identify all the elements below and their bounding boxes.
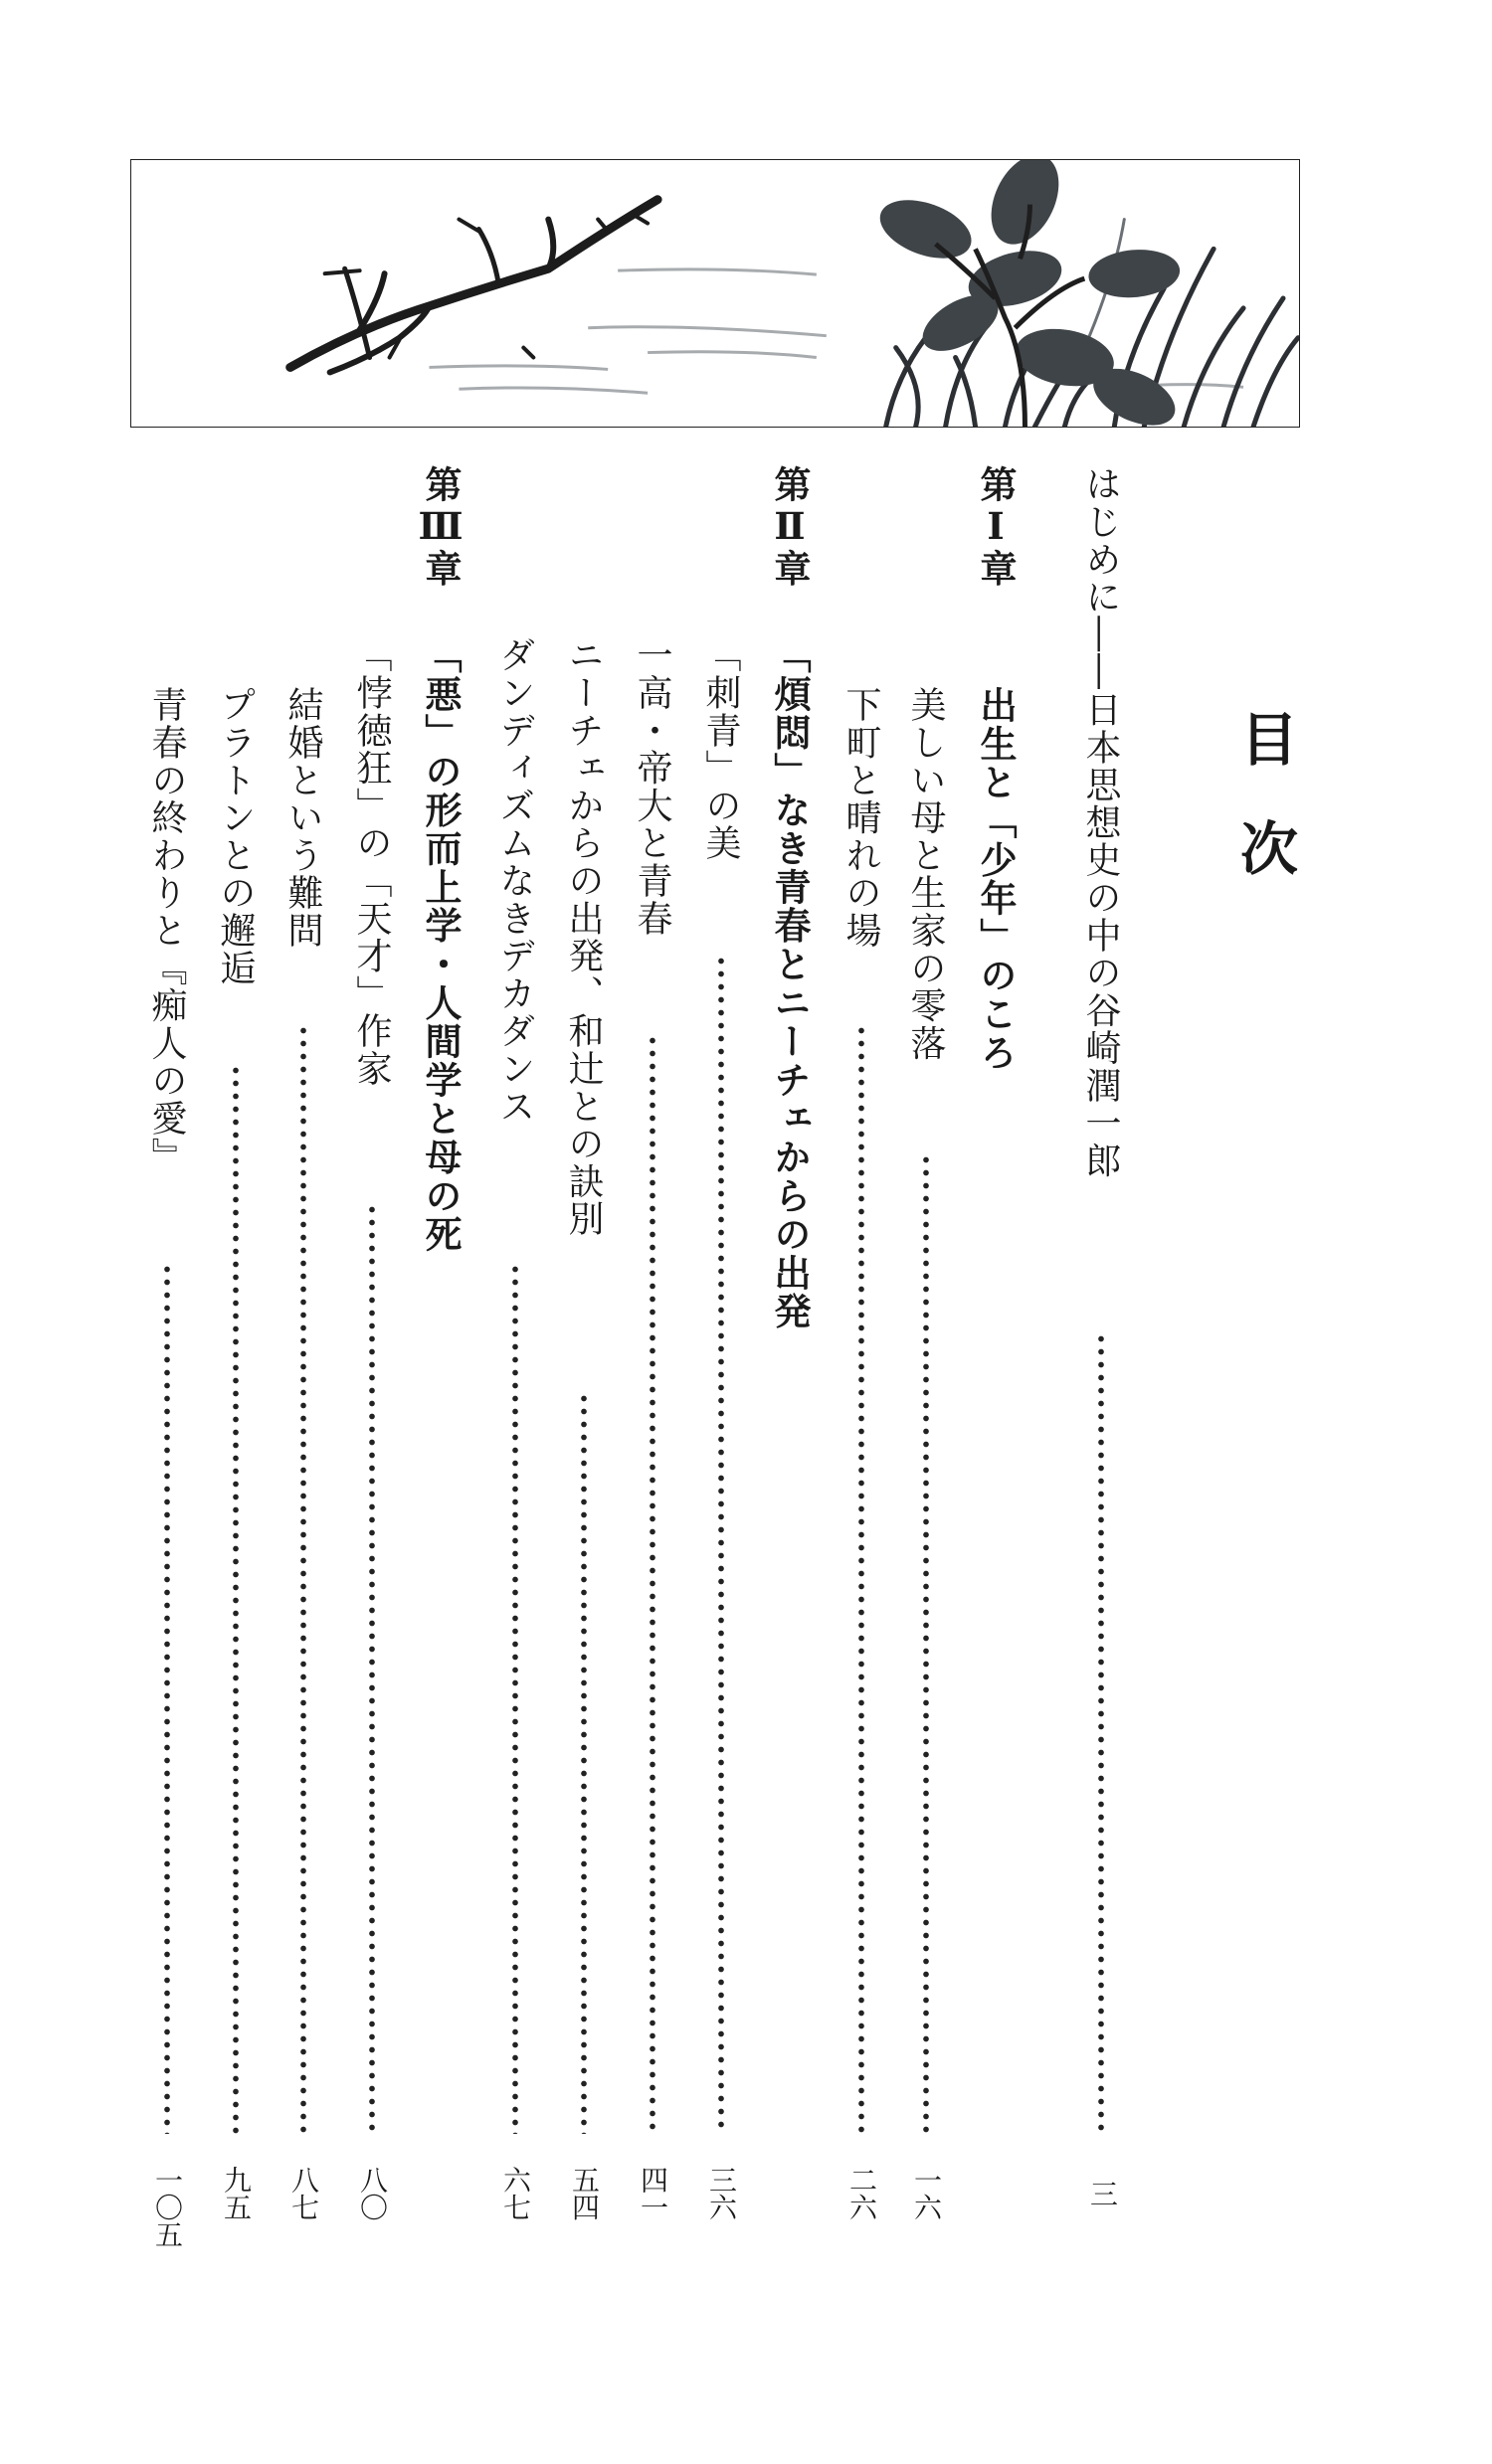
- toc-chapter-3[interactable]: [419, 465, 463, 589]
- toc-page-number: 五四: [568, 2166, 601, 2220]
- dot-leader: [649, 1034, 656, 2134]
- page-title: 目次: [1230, 709, 1298, 929]
- dot-leader: [580, 1392, 588, 2134]
- toc-entry-title: 「悖徳狂」の「天才」作家: [351, 636, 392, 1088]
- toc-entry-title: 「刺青」の美: [700, 636, 741, 862]
- chapter-number: 第Ⅲ章: [419, 465, 463, 589]
- dot-leader: [511, 1263, 519, 2134]
- chapter-title: 出生と「少年」のころ: [974, 686, 1018, 1072]
- toc-page-number: 四一: [637, 2166, 669, 2220]
- toc-entry[interactable]: [840, 686, 881, 950]
- toc-chapter-3-title[interactable]: [419, 636, 463, 1254]
- dot-leader: [368, 1203, 376, 2134]
- toc-page-number: 二六: [845, 2166, 878, 2220]
- toc-page-number: 六七: [499, 2166, 532, 2220]
- toc-entry-title: 下町と晴れの場: [840, 686, 881, 950]
- toc-page-number: 三六: [705, 2166, 738, 2220]
- dot-leader: [232, 1064, 240, 2134]
- toc-entry[interactable]: [282, 686, 323, 950]
- toc-entry-title: 青春の終わりと『痴人の愛』: [146, 686, 187, 1175]
- toc-page-number: 一六: [910, 2166, 943, 2220]
- toc-entry-title: 一高・帝大と青春: [632, 636, 672, 938]
- toc-entry[interactable]: [215, 686, 256, 987]
- dot-leader: [857, 1024, 865, 2134]
- chapter-title: 「煩悶」なき青春とニーチェからの出発: [768, 636, 812, 1331]
- toc-entry-title: 結婚という難問: [282, 686, 323, 950]
- toc-chapter-1[interactable]: [974, 465, 1018, 589]
- toc-page-number: 八七: [287, 2166, 320, 2220]
- toc-chapter-1-title[interactable]: [974, 686, 1018, 1072]
- toc-entry[interactable]: [351, 636, 392, 1088]
- dot-leader: [922, 1153, 930, 2134]
- dot-leader: [299, 1024, 307, 2134]
- toc-chapter-2-title[interactable]: [768, 636, 812, 1331]
- toc-entry-title: 美しい母と生家の零落: [905, 686, 946, 1062]
- toc-entry-title: はじめに――日本思想史の中の谷崎潤一郎: [1080, 465, 1121, 1180]
- toc-chapter-2[interactable]: [768, 465, 812, 589]
- toc-entry[interactable]: [146, 686, 187, 1175]
- toc-page-number: 八〇: [356, 2166, 389, 2220]
- toc-page-number: 一〇五: [151, 2166, 184, 2248]
- toc-entry-title: ニーチェからの出発、和辻との訣別: [563, 636, 604, 1238]
- toc-page-number: 三: [1086, 2180, 1119, 2207]
- toc-entry[interactable]: [905, 686, 946, 1062]
- toc-entry-title: プラトンとの邂逅: [215, 686, 256, 987]
- chapter-number: 第Ⅱ章: [768, 465, 812, 589]
- toc-entry-intro[interactable]: [1080, 465, 1121, 1180]
- chapter-title: 「悪」の形而上学・人間学と母の死: [419, 636, 463, 1254]
- toc-entry-title: ダンディズムなきデカダンス: [494, 636, 535, 1126]
- toc-page-number: 九五: [220, 2166, 253, 2220]
- toc-entry[interactable]: [494, 636, 535, 1126]
- chapter-number: 第Ⅰ章: [974, 465, 1018, 589]
- dot-leader: [1097, 1332, 1105, 2134]
- toc-entry[interactable]: [700, 636, 741, 862]
- dot-leader: [717, 955, 725, 2134]
- dot-leader: [163, 1263, 171, 2134]
- toc-entry[interactable]: [632, 636, 672, 938]
- toc-entry[interactable]: [563, 636, 604, 1238]
